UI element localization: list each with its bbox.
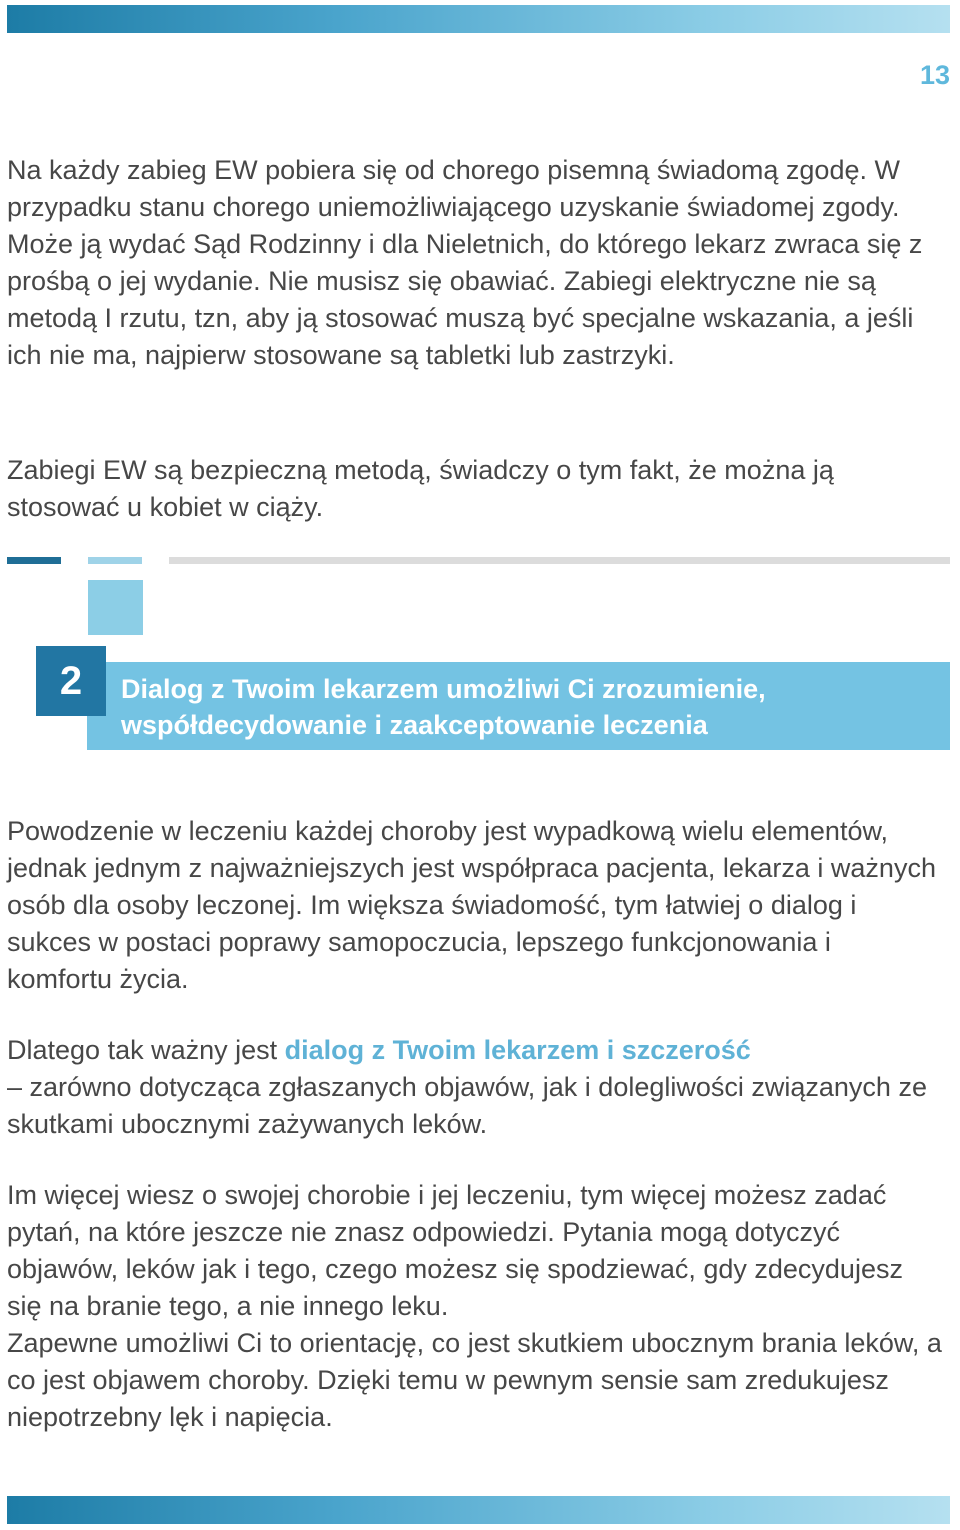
divider-segment-gray <box>169 557 950 564</box>
paragraph-dialog-intro: Dlatego tak ważny jest <box>7 1035 285 1065</box>
paragraph-knowledge <box>7 1177 942 1436</box>
section-number-badge: 2 <box>36 646 106 716</box>
section-title-line-1: Dialog z Twoim lekarzem umożliwi Ci zrozumienie, <box>121 674 766 704</box>
section-title <box>121 671 941 743</box>
paragraph-dialog-rest: – zarówno dotycząca zgłaszanych objawów, jak i dolegliwości związanych ze skutkami ubocznymi zażywanych leków. <box>7 1072 927 1139</box>
paragraph-dialog-highlight: dialog z Twoim lekarzem i szczerość <box>284 1035 751 1065</box>
paragraph-knowledge-first: Im więcej wiesz o swojej chorobie i jej leczeniu, tym więcej możesz zadać pytań, na które jeszcze nie znasz odpowiedzi. Pytania mogą dotyczyć objawów, leków jak i tego, czego możesz się spodziewać, gdy zdecydujesz się na branie tego, a nie innego leku. <box>7 1180 903 1321</box>
top-decorative-bar <box>7 5 950 33</box>
section-title-line-2: współdecydowanie i zaakceptowanie leczenia <box>121 710 708 740</box>
paragraph-consent: Na każdy zabieg EW pobiera się od chorego pisemną świadomą zgodę. W przypadku stanu chorego uniemożliwiającego uzyskanie świadomej zgody. Może ją wydać Sąd Rodzinny i dla Nieletnich, do którego lekarz zwraca się z prośbą o jej wydanie. Nie musisz się obawiać. Zabiegi elektryczne nie są metodą I rzutu, tzn, aby ją stosować muszą być specjalne wskazania, a jeśli ich nie ma, najpierw stosowane są tabletki lub zastrzyki. <box>7 155 923 370</box>
paragraph-dialog <box>7 1032 942 1143</box>
divider-segment-light <box>88 557 142 564</box>
paragraph-knowledge-second: Zapewne umożliwi Ci to orientację, co jest skutkiem ubocznym brania leków, a co jest objawem choroby. Dzięki temu w pewnym sensie sam zredukujesz niepotrzebny lęk i napięcia. <box>7 1328 942 1432</box>
paragraph-safety: Zabiegi EW są bezpieczną metodą, świadczy o tym fakt, że można ją stosować u kobiet w ciąży. <box>7 455 834 522</box>
decorative-square <box>88 580 143 635</box>
page-number: 13 <box>919 60 950 90</box>
bottom-decorative-bar <box>7 1496 950 1524</box>
divider-segment-dark <box>7 557 61 564</box>
paragraph-cooperation: Powodzenie w leczeniu każdej choroby jest wypadkową wielu elementów, jednak jednym z najważniejszych jest współpraca pacjenta, lekarza i ważnych osób dla osoby leczonej. Im większa świadomość, tym łatwiej o dialog i sukces w postaci poprawy samopoczucia, lepszego funkcjonowania i komfortu życia. <box>7 816 936 994</box>
